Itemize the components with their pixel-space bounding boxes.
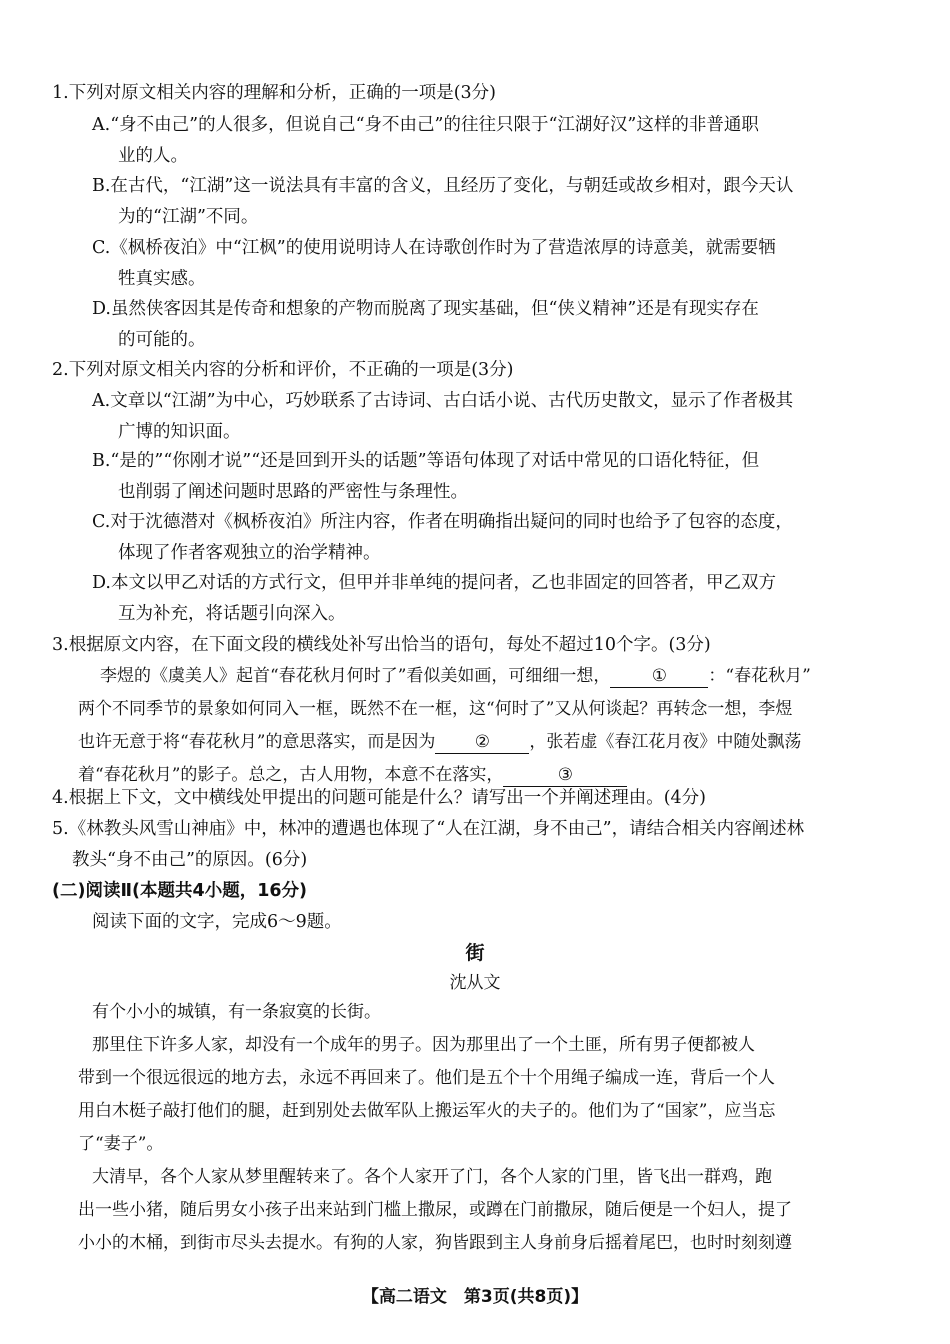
- question-1-stem: 1.下列对原文相关内容的理解和分析，正确的一项是(3分): [52, 83, 496, 103]
- blank-3[interactable]: ③: [503, 764, 627, 787]
- question-3-passage: 李煜的《虞美人》起首“春花秋月何时了”看似美如画，可细细一想， ① ：“春花秋月” 两个不同季节的景象如何同入一框，既然不在一框，这“何时了”又从何谈起？再转念一想，李煜 也许无意于将“春花秋月”的意思落实，而是因为 ② ，张若虚《春江花月夜》中随处飘荡 着“春花秋月”的影子。总之，古人用物，本意不在落实， ③: [78, 666, 811, 785]
- blank-1[interactable]: ①: [610, 665, 708, 688]
- story-text: 有个小小的城镇，有一条寂寞的长街。 那里住下许多人家，却没有一个成年的男子。因为那里出了一个土匪，所有男子便都被人 带到一个很远很远的地方去，永远不再回来了。他们是五个十个用绳子编成一连，背后一个人 用白木梃子敲打他们的腿，赶到别处去做军队上搬运军火的夫子的。他们为了“国家”，应当忘 了“妻子”。 大清早，各个人家从梦里醒转来了。各个人家开了门，各个人家的门里，皆飞出一群鸡，跑 出一些小猪，随后男女小孩子出来站到门槛上撒尿，或蹲在门前撒尿，随后便是一个妇人，提了 小小的木桶，到街市尽头去提水。有狗的人家，狗皆跟到主人身前身后摇着尾巴，也时时刻刻遵: [78, 1002, 792, 1253]
- story-title: 街: [465, 942, 485, 964]
- question-2-option-d: D.本文以甲乙对话的方式行文，但甲并非单纯的提问者，乙也非固定的回答者，甲乙双方 互为补充，将话题引向深入。: [92, 573, 776, 624]
- story-author: 沈从文: [449, 973, 501, 993]
- question-2-option-b: B.“是的”“你刚才说”“还是回到开头的话题”等语句体现了对话中常见的口语化特征，但 也削弱了阐述问题时思路的严密性与条理性。: [92, 451, 760, 502]
- question-2-stem: 2.下列对原文相关内容的分析和评价，不正确的一项是(3分): [52, 360, 514, 380]
- question-3-stem: 3.根据原文内容，在下面文段的横线处补写出恰当的语句，每处不超过10个字。(3分): [52, 635, 711, 655]
- question-4: 4.根据上下文，文中横线处甲提出的问题可能是什么？请写出一个并阐述理由。(4分): [52, 788, 706, 808]
- page-footer: 【高二语文 第3页(共8页)】: [361, 1287, 589, 1307]
- question-1-option-d: D.虽然侠客因其是传奇和想象的产物而脱离了现实基础，但“侠义精神”还是有现实存在 的可能的。: [92, 299, 759, 350]
- question-2-option-a: A.文章以“江湖”为中心，巧妙联系了古诗词、古白话小说、古代历史散文，显示了作者极其 广博的知识面。: [92, 391, 794, 442]
- section-instruction: 阅读下面的文字，完成6～9题。: [92, 912, 342, 932]
- question-5: 5.《林教头风雪山神庙》中，林冲的遭遇也体现了“人在江湖，身不由己”，请结合相关内容阐述林 教头“身不由己”的原因。(6分): [52, 819, 805, 870]
- blank-2[interactable]: ②: [435, 731, 529, 754]
- question-2-option-c: C.对于沈德潜对《枫桥夜泊》所注内容，作者在明确指出疑问的同时也给予了包容的态度， 体现了作者客观独立的治学精神。: [92, 512, 793, 563]
- question-1-option-a: A.“身不由己”的人很多，但说自己“身不由己”的往往只限于“江湖好汉”这样的非普通职 业的人。: [92, 115, 759, 166]
- question-1-option-c: C.《枫桥夜泊》中“江枫”的使用说明诗人在诗歌创作时为了营造浓厚的诗意美，就需要牺 牲真实感。: [92, 238, 776, 289]
- question-1-option-b: B.在古代，“江湖”这一说法具有丰富的含义，且经历了变化，与朝廷或故乡相对，跟今天认 为的“江湖”不同。: [92, 176, 794, 227]
- section-heading: (二)阅读Ⅱ(本题共4小题，16分): [52, 881, 308, 901]
